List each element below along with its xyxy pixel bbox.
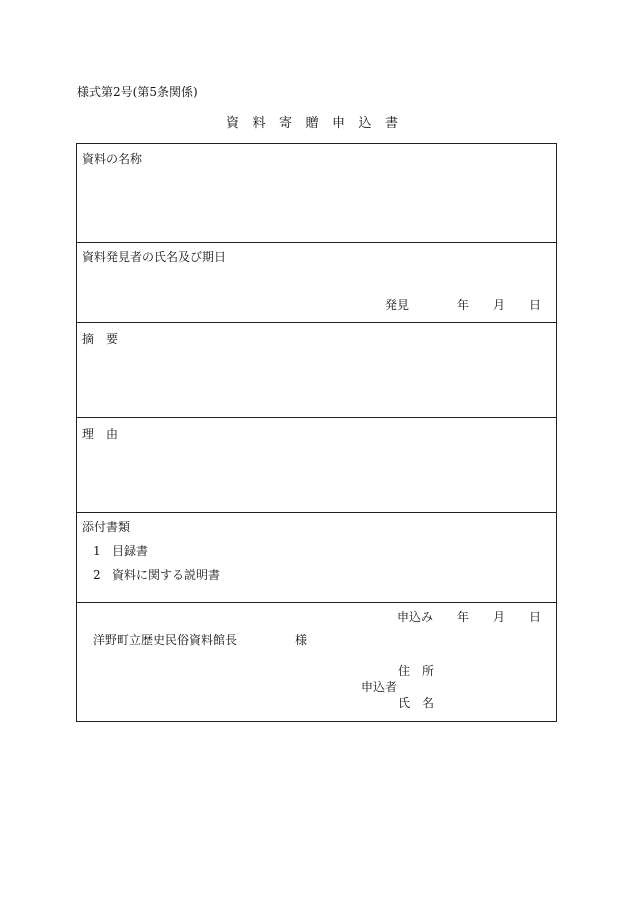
applicant-label: 申込者 (361, 680, 398, 694)
row-divider (76, 322, 557, 323)
attachment-item: 資料に関する説明書 (112, 568, 221, 582)
discovery-prefix: 発見 (385, 298, 410, 312)
summary-label: 摘要 (82, 332, 131, 346)
document-title: 資料寄贈申込書 (226, 116, 412, 131)
application-month: 月 (493, 610, 506, 624)
form-number: 様式第2号(第5条関係) (77, 85, 198, 99)
attachment-item: 目録書 (112, 544, 149, 558)
row-divider (76, 512, 557, 513)
applicant-name-label: 氏名 (398, 696, 447, 710)
application-year: 年 (457, 610, 470, 624)
discoverer-label: 資料発見者の氏名及び期日 (82, 250, 227, 264)
honorific: 様 (295, 633, 308, 647)
application-day: 日 (529, 610, 542, 624)
reason-label: 理由 (82, 427, 131, 441)
address-label: 住所 (398, 664, 447, 678)
row-divider (76, 417, 557, 418)
row-divider (76, 242, 557, 243)
discovery-year: 年 (457, 298, 470, 312)
discovery-month: 月 (493, 298, 506, 312)
attachments-label: 添付書類 (82, 520, 131, 534)
attachment-number: 1 (93, 544, 101, 558)
attachment-number: 2 (93, 568, 101, 582)
discovery-day: 日 (529, 298, 542, 312)
row-divider (76, 602, 557, 603)
addressee: 洋野町立歴史民俗資料館長 (93, 633, 238, 647)
application-prefix: 申込み (397, 610, 434, 624)
material-name-label: 資料の名称 (82, 152, 143, 166)
